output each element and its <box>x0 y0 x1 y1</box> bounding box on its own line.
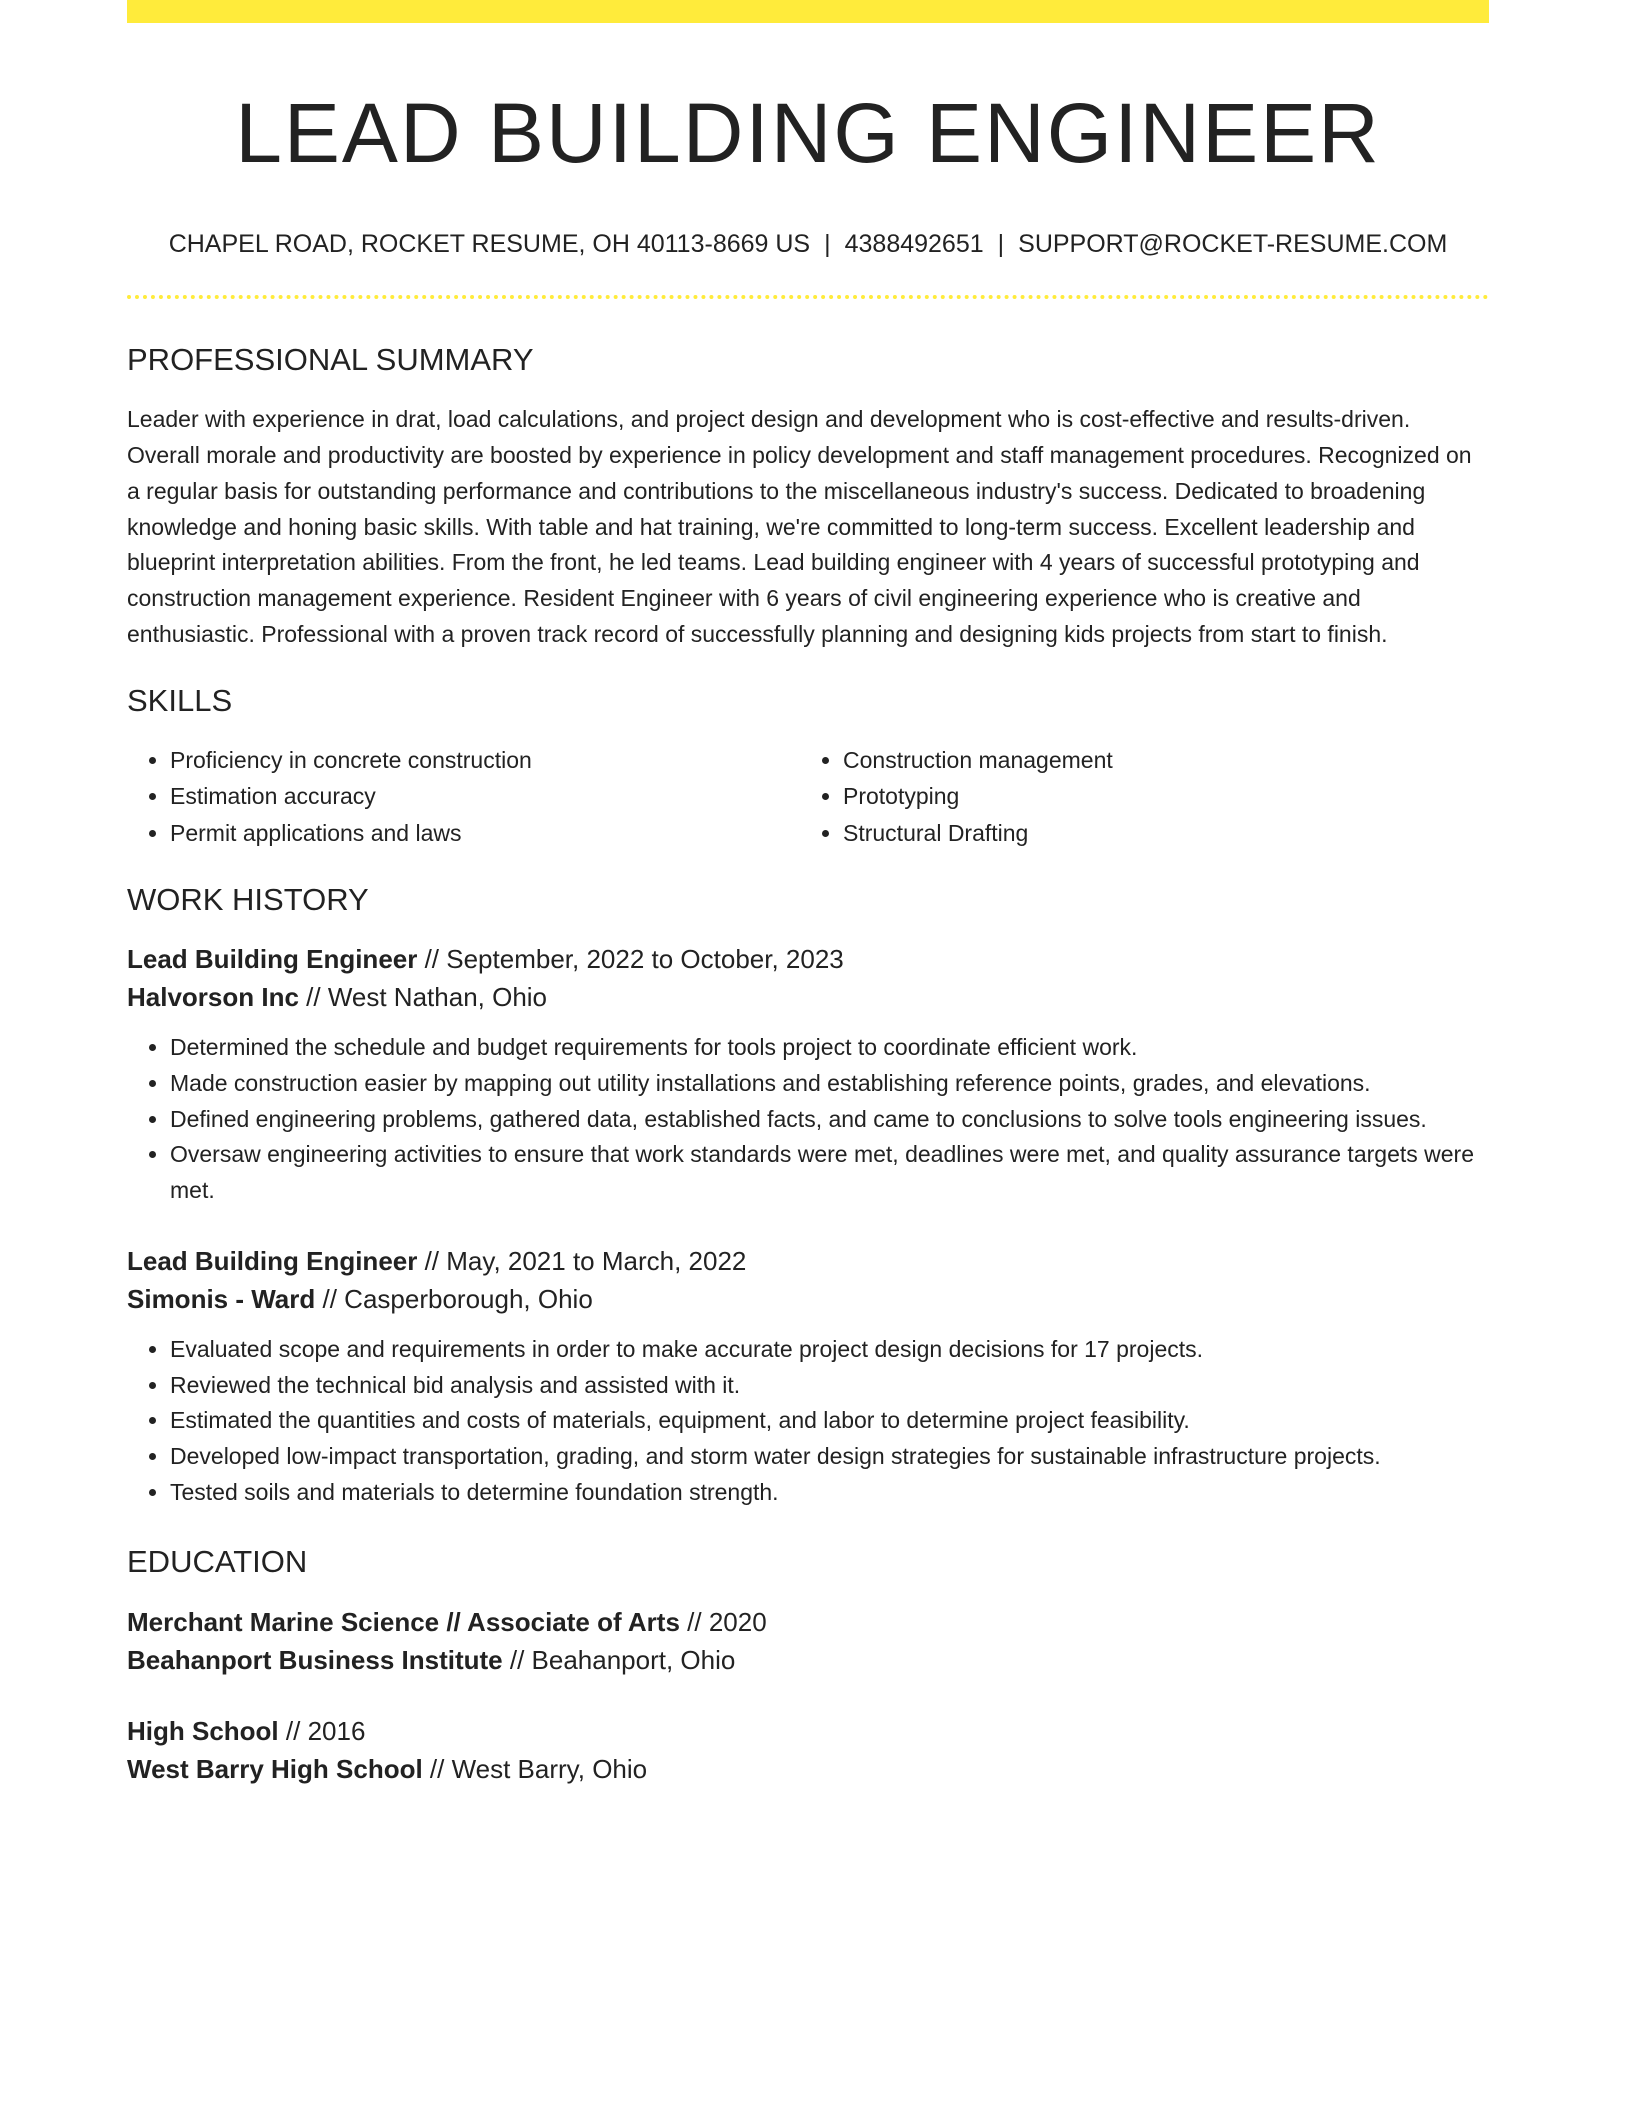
job-bullet: • Made construction easier by mapping out utility installations and establishing reference points, grades, and elevations. <box>170 1066 1489 1102</box>
education-school: Beahanport Business Institute <box>127 1644 503 1675</box>
job-location: // West Nathan, Ohio <box>298 982 548 1013</box>
education-degree: Merchant Marine Science // Associate of Arts <box>127 1606 680 1637</box>
skills-column-left <box>127 742 800 852</box>
dotted-divider <box>127 295 1489 299</box>
skill-item: • Proficiency in concrete construction <box>170 742 800 779</box>
skill-item: • Construction management <box>843 742 1473 779</box>
contact-address: CHAPEL ROAD, ROCKET RESUME, OH 40113-8669 US <box>168 229 811 258</box>
education-entry <box>127 1603 1489 1679</box>
job-title-line <box>127 1242 1489 1280</box>
contact-email: SUPPORT@ROCKET-RESUME.COM <box>1018 229 1448 258</box>
education-year: // 2016 <box>278 1715 366 1746</box>
job-title-line <box>127 940 1489 978</box>
education-year: // 2020 <box>679 1606 767 1637</box>
contact-separator: | <box>824 229 831 258</box>
work-history-heading: WORK HISTORY <box>127 882 369 918</box>
job-company: Simonis - Ward <box>127 1283 316 1314</box>
skills-list <box>127 742 1489 852</box>
summary-text: Leader with experience in drat, load calculations, and project design and development who is cost-effective and results-driven. Overall morale and productivity are boosted by experience in policy development and staff management procedures. Recognized on a regular basis for outstanding performance and contributions to the miscellaneous industry's success. Dedicated to broadening knowledge and honing basic skills. With table and hat training, we're committed to long-term success. Excellent leadership and blueprint interpretation abilities. From the front, he led teams. Lead building engineer with 4 years of successful prototyping and construction management experience. Resident Engineer with 6 years of civil engineering experience who is creative and enthusiastic. Professional with a proven track record of successfully planning and designing kids projects from start to finish. <box>127 406 1472 647</box>
job-entry <box>127 1242 1489 1511</box>
skill-item: • Prototyping <box>843 778 1473 815</box>
job-bullet: • Estimated the quantities and costs of materials, equipment, and labor to determine project feasibility. <box>170 1403 1489 1439</box>
job-company-line <box>127 978 1489 1016</box>
job-role: Lead Building Engineer <box>127 944 418 975</box>
job-company: Halvorson Inc <box>127 982 299 1013</box>
skill-item: • Permit applications and laws <box>170 815 800 852</box>
education-degree-line <box>127 1712 1489 1750</box>
education-degree-line <box>127 1603 1489 1641</box>
skill-item: • Structural Drafting <box>843 815 1473 852</box>
education-entry <box>127 1712 1489 1788</box>
job-role: Lead Building Engineer <box>127 1245 418 1276</box>
job-bullet: • Defined engineering problems, gathered data, established facts, and came to conclusions to solve tools engineering issues. <box>170 1102 1489 1138</box>
contact-phone: 4388492651 <box>844 229 984 258</box>
education-school-line <box>127 1641 1489 1679</box>
job-bullet: • Developed low-impact transportation, grading, and storm water design strategies for sustainable infrastructure projects. <box>170 1439 1489 1475</box>
job-bullet: • Tested soils and materials to determine foundation strength. <box>170 1475 1489 1511</box>
education-heading: EDUCATION <box>127 1544 308 1580</box>
education-school-line <box>127 1750 1489 1788</box>
job-dates: // May, 2021 to March, 2022 <box>417 1245 747 1276</box>
job-entry <box>127 940 1489 1209</box>
education-location: // Beahanport, Ohio <box>502 1644 736 1675</box>
education-location: // West Barry, Ohio <box>422 1753 648 1784</box>
job-bullet: • Evaluated scope and requirements in order to make accurate project design decisions for 17 projects. <box>170 1332 1489 1368</box>
job-bullets <box>127 1030 1489 1209</box>
job-bullets <box>127 1332 1489 1511</box>
skill-item: • Estimation accuracy <box>170 778 800 815</box>
job-bullet: • Oversaw engineering activities to ensure that work standards were met, deadlines were met, and quality assurance targets were met. <box>170 1137 1489 1208</box>
skills-heading: SKILLS <box>127 683 233 719</box>
job-company-line <box>127 1280 1489 1318</box>
summary-heading: PROFESSIONAL SUMMARY <box>127 342 534 378</box>
job-location: // Casperborough, Ohio <box>315 1283 593 1314</box>
resume-name: LEAD BUILDING ENGINEER <box>235 86 1381 180</box>
education-degree: High School <box>127 1715 279 1746</box>
job-bullet: • Reviewed the technical bid analysis and assisted with it. <box>170 1368 1489 1404</box>
contact-line <box>127 228 1489 261</box>
resume-page <box>127 0 1489 1788</box>
job-dates: // September, 2022 to October, 2023 <box>417 944 844 975</box>
contact-separator: | <box>997 229 1005 258</box>
education-school: West Barry High School <box>127 1753 423 1784</box>
job-bullet: • Determined the schedule and budget requirements for tools project to coordinate efficient work. <box>170 1030 1489 1066</box>
accent-top-bar <box>127 0 1489 23</box>
skills-column-right <box>800 742 1473 852</box>
